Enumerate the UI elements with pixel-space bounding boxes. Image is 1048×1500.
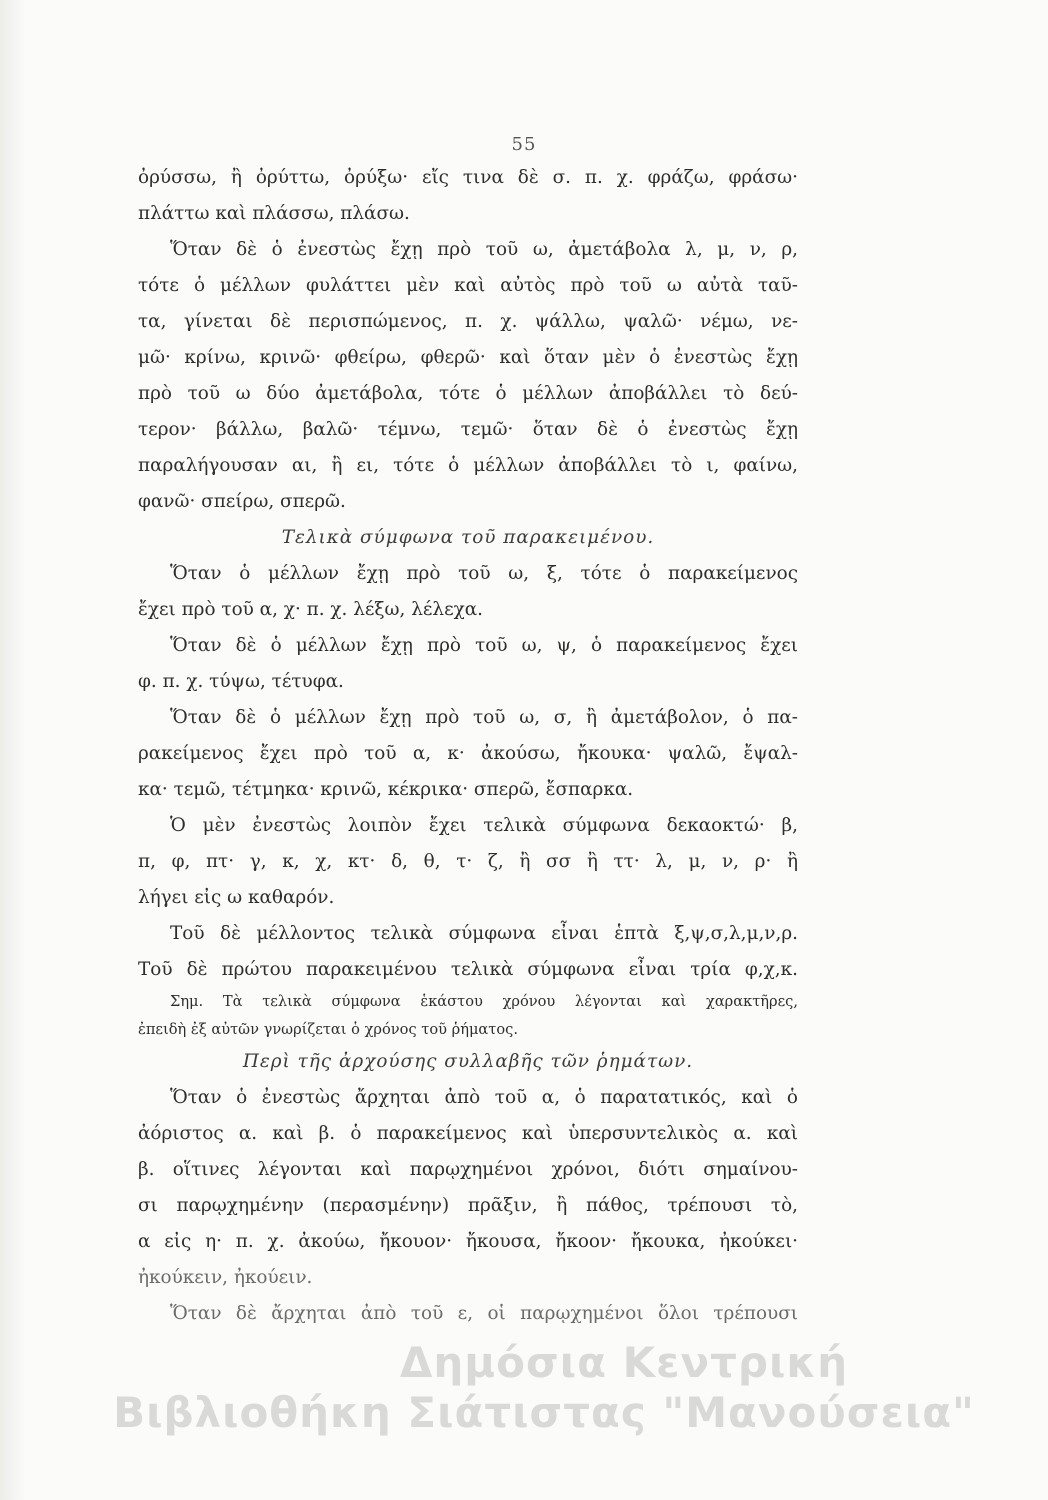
text-line: Ὁ μὲν ἐνεστὼς λοιπὸν ἔχει τελικὰ σύμφωνα δεκαοκτώ· β, (170, 815, 798, 836)
text-line: Τοῦ δὲ μέλλοντος τελικὰ σύμφωνα εἶναι ἑπτὰ ξ,ψ,σ,λ,μ,ν,ρ. (170, 923, 798, 944)
text-line: πρὸ τοῦ ω δύο ἀμετάβολα, τότε ὁ μέλλων ἀποβάλλει τὸ δεύ- (138, 383, 798, 404)
text-line: ἔχει πρὸ τοῦ α, χ· π. χ. λέξω, λέλεχα. (138, 599, 484, 620)
text-line: φανῶ· σπείρω, σπερῶ. (138, 491, 346, 512)
library-watermark-line1: Δημόσια Κεντρική (399, 1338, 849, 1387)
text-line: ρακείμενος ἔχει πρὸ τοῦ α, κ· ἀκούσω, ἤκουκα· ψαλῶ, ἔψαλ- (138, 743, 798, 764)
note-line: Σημ. Τὰ τελικὰ σύμφωνα ἑκάστου χρόνου λέγονται καὶ χαρακτῆρες, (170, 993, 798, 1010)
text-line: π, φ, πτ· γ, κ, χ, κτ· δ, θ, τ· ζ, ἢ σσ ἢ ττ· λ, μ, ν, ρ· ἢ (138, 851, 798, 872)
text-line: Ὅταν δὲ ἄρχηται ἀπὸ τοῦ ε, οἱ παρῳχημένοι ὅλοι τρέπουσι (170, 1303, 798, 1324)
text-line: Τοῦ δὲ πρώτου παρακειμένου τελικὰ σύμφωνα εἶναι τρία φ,χ,κ. (138, 959, 798, 980)
text-line: β. οἵτινες λέγονται καὶ παρῳχημένοι χρόνοι, διότι σημαίνου- (138, 1159, 798, 1180)
text-line: ἀόριστος α. καὶ β. ὁ παρακείμενος καὶ ὑπερσυντελικὸς α. καὶ (138, 1123, 798, 1144)
text-line: πλάττω καὶ πλάσσω, πλάσω. (138, 203, 410, 224)
text-line: κα· τεμῶ, τέτμηκα· κρινῶ, κέκρικα· σπερῶ, ἔσπαρκα. (138, 779, 634, 800)
library-watermark-line2: Βιβλιοθήκη Σιάτιστας "Μανούσεια" (113, 1388, 975, 1437)
text-line: τερον· βάλλω, βαλῶ· τέμνω, τεμῶ· ὅταν δὲ ὁ ἐνεστὼς ἔχῃ (138, 419, 798, 440)
page-edge-shadow (0, 0, 26, 1500)
section-heading: Τελικὰ σύμφωνα τοῦ παρακειμένου. (281, 527, 655, 548)
text-line: λήγει εἰς ω καθαρόν. (138, 887, 335, 908)
text-line: σι παρῳχημένην (περασμένην) πρᾶξιν, ἢ πάθος, τρέπουσι τὸ, (138, 1195, 798, 1216)
text-line: Ὅταν ὁ ἐνεστὼς ἄρχηται ἀπὸ τοῦ α, ὁ παρατατικός, καὶ ὁ (170, 1087, 798, 1108)
text-line: μῶ· κρίνω, κρινῶ· φθείρω, φθερῶ· καὶ ὅταν μὲν ὁ ἐνεστὼς ἔχῃ (138, 347, 798, 368)
text-line: ὀρύσσω, ἢ ὀρύττω, ὀρύξω· εἴς τινα δὲ σ. π. χ. φράζω, φράσω· (138, 167, 798, 188)
text-line: Ὅταν ὁ μέλλων ἔχῃ πρὸ τοῦ ω, ξ, τότε ὁ παρακείμενος (170, 563, 798, 584)
page-body (138, 160, 798, 1332)
text-line: τότε ὁ μέλλων φυλάττει μὲν καὶ αὐτὸς πρὸ τοῦ ω αὐτὰ ταῦ- (138, 275, 798, 296)
text-line: φ. π. χ. τύψω, τέτυφα. (138, 671, 344, 692)
text-line: Ὅταν δὲ ὁ ἐνεστὼς ἔχῃ πρὸ τοῦ ω, ἀμετάβολα λ, μ, ν, ρ, (170, 239, 798, 260)
text-line: παραλήγουσαν αι, ἢ ει, τότε ὁ μέλλων ἀποβάλλει τὸ ι, φαίνω, (138, 455, 798, 476)
section-heading: Περὶ τῆς ἀρχούσης συλλαβῆς τῶν ῥημάτων. (242, 1051, 694, 1072)
text-line: τα, γίνεται δὲ περισπώμενος, π. χ. ψάλλω, ψαλῶ· νέμω, νε- (138, 311, 798, 332)
text-line: ἠκούκειν, ἠκούειν. (138, 1267, 313, 1288)
text-line: α εἰς η· π. χ. ἀκούω, ἤκουον· ἤκουσα, ἤκοον· ἤκουκα, ἠκούκει· (138, 1231, 798, 1252)
text-line: Ὅταν δὲ ὁ μέλλων ἔχῃ πρὸ τοῦ ω, ψ, ὁ παρακείμενος ἔχει (170, 635, 798, 656)
text-line: Ὅταν δὲ ὁ μέλλων ἔχῃ πρὸ τοῦ ω, σ, ἢ ἀμετάβολον, ὁ πα- (170, 707, 798, 728)
note-line: ἐπειδὴ ἐξ αὐτῶν γνωρίζεται ὁ χρόνος τοῦ ῥήματος. (138, 1021, 518, 1038)
page-number: 55 (511, 134, 537, 155)
